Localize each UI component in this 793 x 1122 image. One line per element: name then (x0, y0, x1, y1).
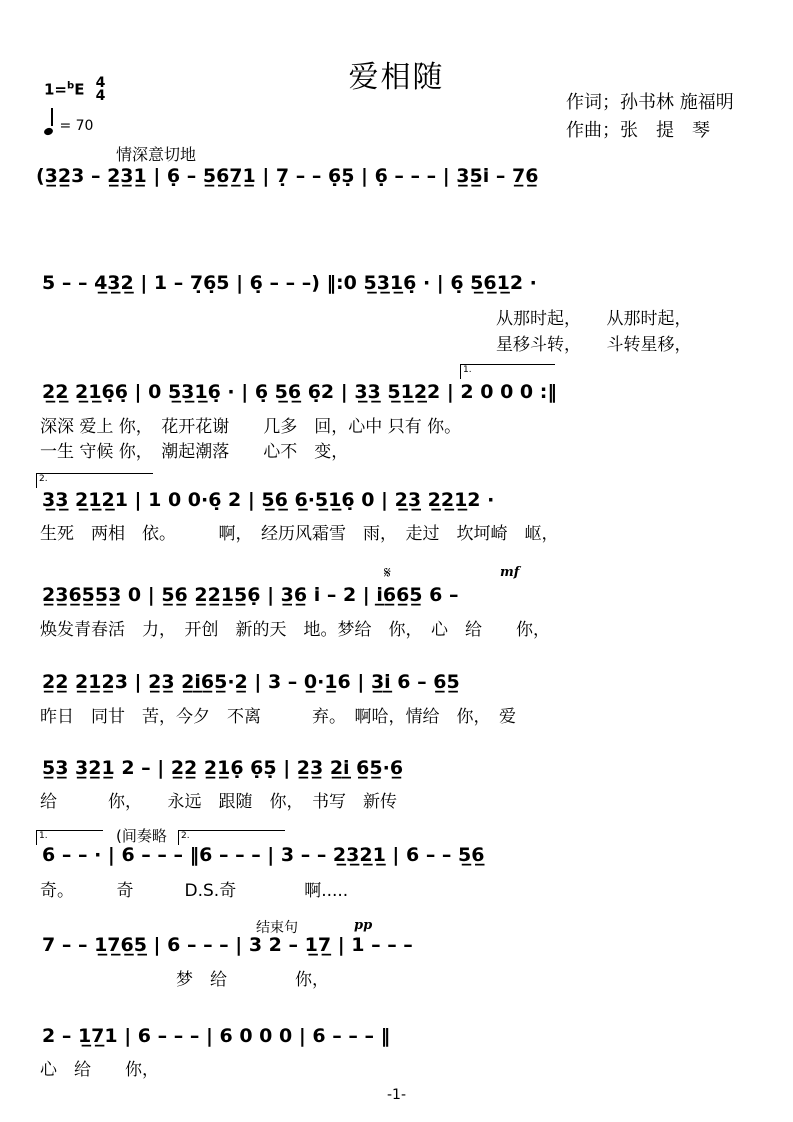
score-row-8-lyrics: 奇。 奇 D.S.奇 啊..... (40, 881, 349, 901)
interlude-label: (间奏略 (116, 827, 167, 845)
score-row-4-lyrics: 生死 两相 依。 啊， 经历风霜雪 雨， 走过 坎坷崎 岖， (40, 524, 559, 544)
score-row-9-notes: 7 – – 1̲7̲6̲5̲ | 6 – – – | 3 2 – 1̲7̲ | 1 – – – (42, 934, 413, 956)
score-row-8-notes: 6 – – · | 6 – – – ‖6 – – – | 3 – – 2̲3̲2̲1̲ | 6 – – 5̲6̲ (42, 844, 485, 866)
flat-sign: b (67, 80, 75, 92)
score-row-9-lyrics: 梦 给 你， (40, 970, 329, 990)
ending-label: 结束句 (256, 920, 298, 936)
note-stem-icon (51, 108, 53, 126)
score-row-10-notes: 2 – 1̲7̲1 | 6 – – – | 6 0 0 0 | 6 – – – ‖ (42, 1025, 391, 1047)
time-bottom: 4 (95, 88, 106, 104)
first-ending-bracket-2: 1. (36, 830, 103, 845)
score-row-3-lyrics-1: 深深 爱上 你， 花开花谢 几多 回，心中 只有 你。 (40, 417, 462, 437)
score-row-7-lyrics: 给 你， 永远 跟随 你， 书写 新传 (40, 792, 397, 812)
score-row-3-notes: 2̲2̲ 2̲1̲6̣6̣ | 0 5̲3̲1̲6̣ · | 6̣ 5̲6̲ 6̣2 | 3̲3̲ 5̲1̲2̲2 | 2 0 0 0 :‖ (42, 381, 557, 403)
score-row-4-notes: 3̲3̲ 2̲1̲2̲1 | 1 0 0·6̣ 2 | 5̲6̲ 6̲·5̲1̲6̣ 0 | 2̲3̲ 2̲2̲1̲2 · (42, 489, 495, 511)
page-title: 爱相随 (348, 60, 445, 95)
score-row-5-lyrics: 焕发青春活 力， 开创 新的天 地。梦给 你， 心 给 你， (40, 620, 550, 640)
score-row-2-lyrics-1: 从那时起， 从那时起， (496, 309, 692, 329)
segno-icon: 𝄋 (384, 563, 391, 582)
page-number: -1- (386, 1087, 406, 1103)
score-row-2-notes: 5 – – 4̲3̲2̲ | 1 – 7̣6̣5 | 6̣ – – –) ‖:0 5̲3̲1̲6̣ · | 6̣ 5̲6̲1̲2 · (42, 272, 537, 294)
quarter-note-icon (43, 127, 54, 137)
tempo-value: = 70 (59, 118, 94, 134)
tempo-marking (44, 112, 93, 134)
score-row-7-notes: 5̲3̲ 3̲2̲1̲ 2 – | 2̲2̲ 2̲1̲6̣ 6̣5̣ | 2̲3̲ 2̲i̲ 6̲5̲·6̲ (42, 757, 404, 779)
key-signature (44, 77, 105, 103)
time-top: 4 (95, 75, 106, 91)
expression-marking: 情深意切地 (116, 145, 197, 164)
time-signature (96, 77, 106, 103)
score-row-1-notes: (3̲2̲3 – 2̲3̲1̲ | 6̣ – 5̲6̲7̲1̲ | 7̣ – – 6̣5̣ | 6̣ – – – | 3̲5̲i – 7̲6̲ (36, 165, 539, 187)
score-row-10-lyrics: 心 给 你， (40, 1060, 159, 1080)
second-ending-bracket-2: 2. (178, 830, 285, 845)
score-row-2-lyrics-2: 星移斗转， 斗转星移， (496, 335, 692, 355)
second-ending-bracket: 2. (36, 473, 153, 488)
composer-credit: 作曲；张 提 琴 (566, 120, 710, 141)
score-row-3-lyrics-2: 一生 守候 你， 潮起潮落 心不 变， (40, 442, 349, 462)
score-row-6-notes: 2̲2̲ 2̲1̲2̲3 | 2̲3̲ 2̲i̲6̲5̲·2̲ | 3 – 0̲·1̲6 | 3̲i̲ 6 – 6̲5̲ (42, 671, 460, 693)
lyricist-credit: 作词；孙书林 施福明 (566, 92, 734, 113)
key-note: E (74, 80, 85, 99)
score-row-5-notes: 2̲3̲6̲5̲5̲3̲ 0 | 5̲6̲ 2̲2̲1̲5̲6̣ | 3̲6̲ i – 2 | i̲6̲6̲5̲ 6 – (42, 584, 459, 606)
score-row-6-lyrics: 昨日 同甘 苦，今夕 不离 弃。 啊哈，情给 你， 爱 (40, 707, 516, 727)
dynamic-pp: pp (354, 918, 373, 933)
first-ending-bracket: 1. (460, 364, 555, 379)
dynamic-mf: mf (500, 565, 520, 580)
key-prefix: 1= (44, 80, 68, 99)
